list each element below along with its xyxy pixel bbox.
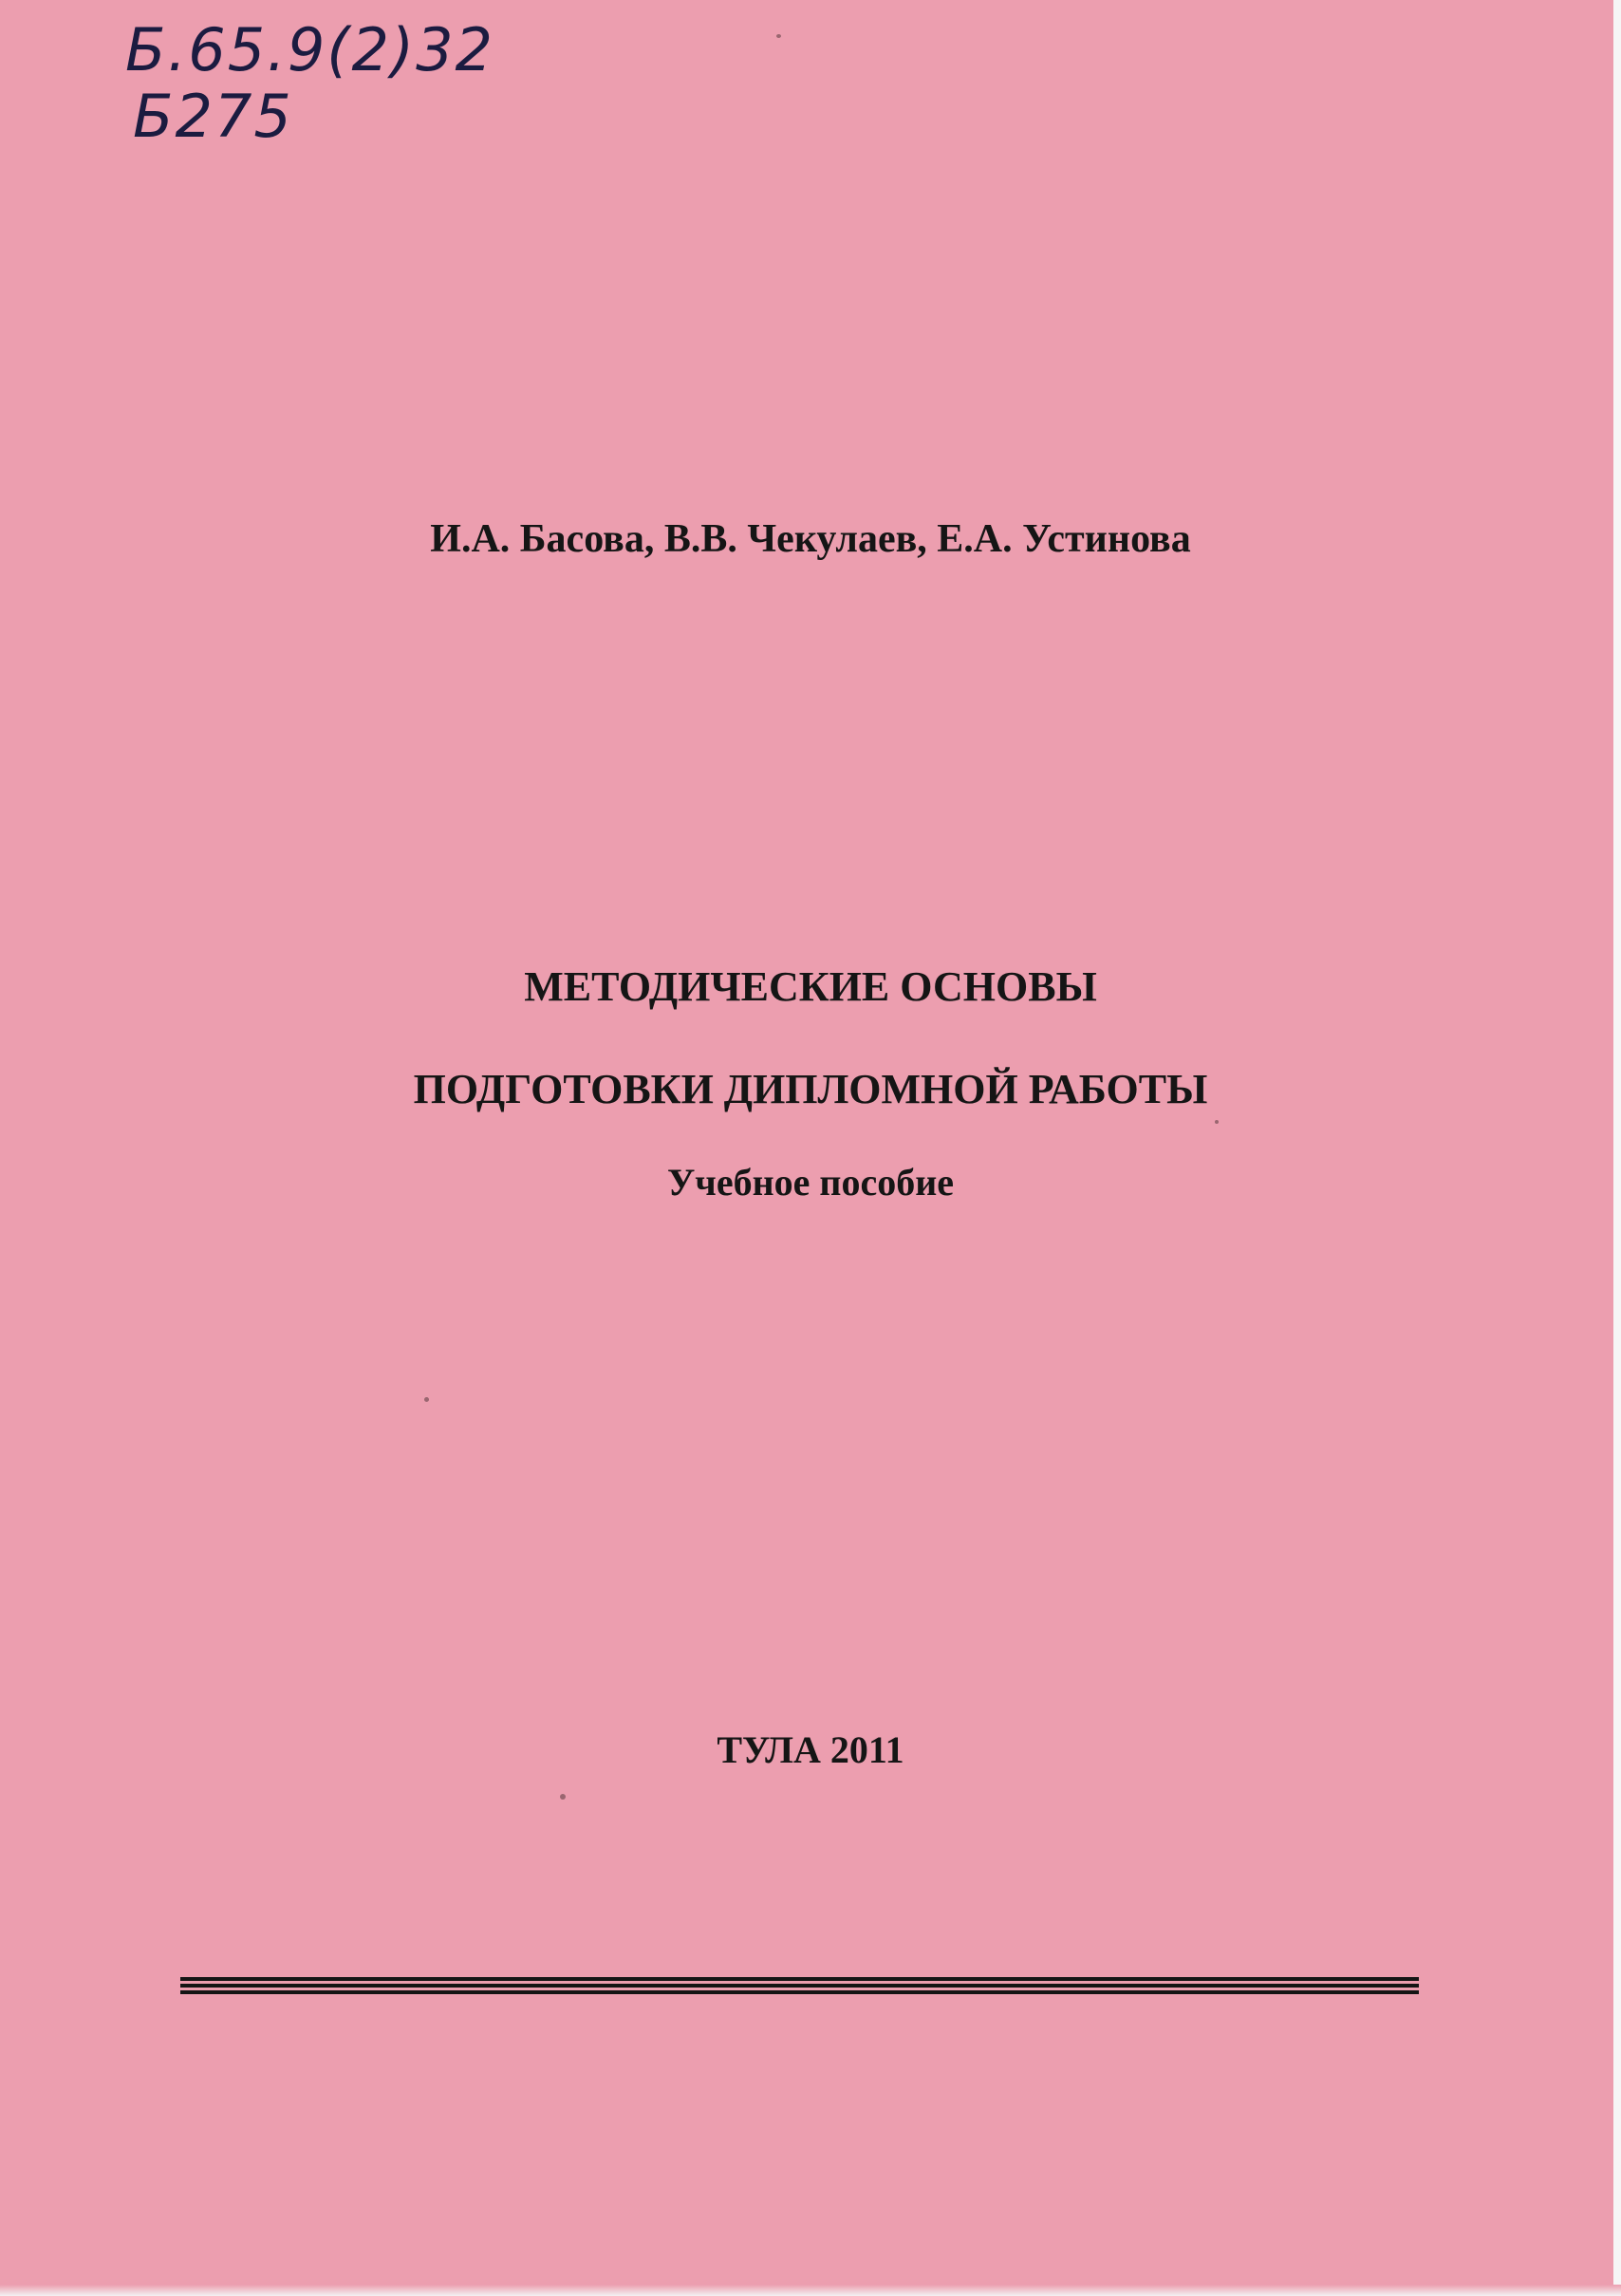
book-title-line-1: МЕТОДИЧЕСКИЕ ОСНОВЫ — [524, 963, 1097, 1010]
scan-speck — [560, 1794, 566, 1800]
call-number-line-2: Б275 — [133, 82, 293, 151]
authors: И.А. Басова, В.В. Чекулаев, Е.А. Устинова — [430, 517, 1191, 561]
book-title-line-2: ПОДГОТОВКИ ДИПЛОМНОЙ РАБОТЫ — [413, 1066, 1208, 1112]
book-subtitle: Учебное пособие — [666, 1161, 955, 1204]
rule-line — [180, 1977, 1419, 1981]
scan-edge — [1613, 0, 1621, 2296]
rule-line — [180, 1990, 1419, 1994]
bottom-rule — [180, 1977, 1419, 1997]
rule-line — [180, 1984, 1419, 1988]
scan-speck — [424, 1397, 429, 1402]
book-title — [0, 936, 1621, 1141]
call-number-line-1: Б.65.9(2)32 — [125, 15, 495, 84]
publication-city-year: ТУЛА 2011 — [717, 1728, 904, 1771]
scan-edge — [0, 2285, 1621, 2296]
scan-speck — [776, 34, 781, 38]
scan-speck — [1215, 1120, 1219, 1124]
handwritten-call-number — [125, 17, 494, 150]
